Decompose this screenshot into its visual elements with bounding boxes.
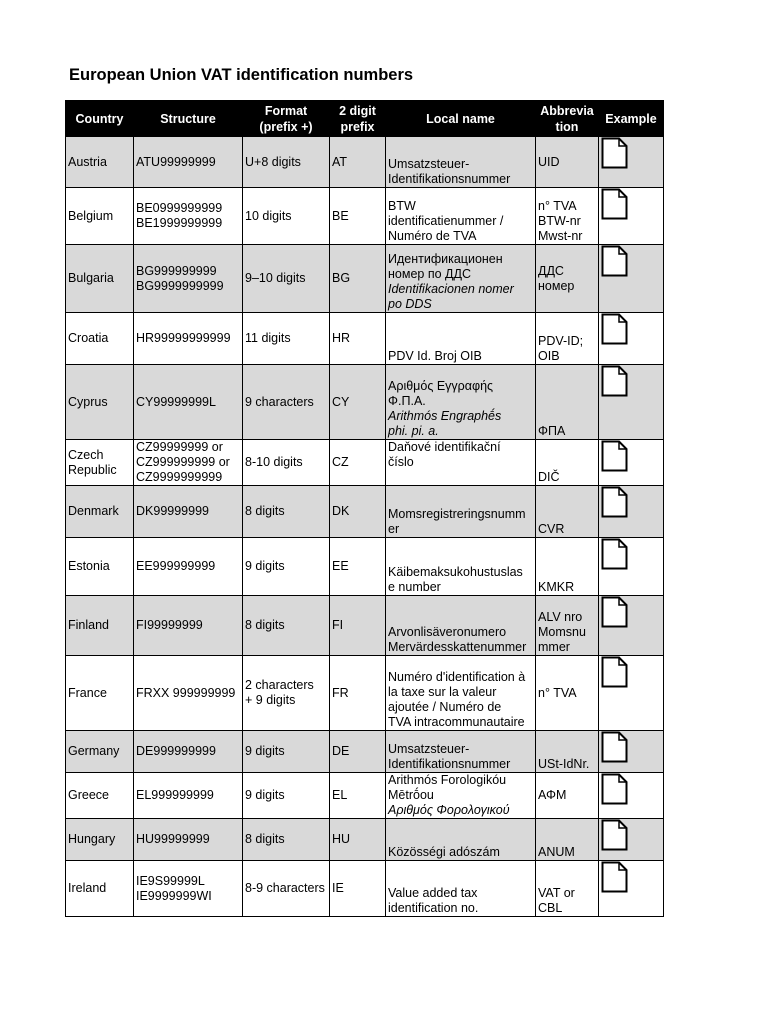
cell-format: 8 digits xyxy=(243,819,330,861)
cell-structure: FRXX 999999999 xyxy=(134,656,243,731)
cell-local-name xyxy=(386,773,536,819)
cell-abbreviation: ΑΦΜ xyxy=(536,773,599,819)
header-prefix: 2 digit prefix xyxy=(330,101,386,137)
cell-abbreviation: ΦΠΑ xyxy=(536,365,599,440)
local-name-text: Αριθμός Εγγραφής Φ.Π.Α. xyxy=(388,379,494,408)
header-country: Country xyxy=(66,101,134,137)
page-title: European Union VAT identification numbers xyxy=(69,66,414,84)
cell-structure: ATU99999999 xyxy=(134,137,243,188)
cell-prefix: EL xyxy=(330,773,386,819)
local-name-text: Value added tax identification no. xyxy=(388,886,479,915)
cell-example[interactable] xyxy=(599,819,664,861)
cell-structure: CZ99999999 or CZ999999999 or CZ9999999999 xyxy=(134,440,243,486)
document-icon[interactable] xyxy=(601,245,661,277)
cell-prefix: DK xyxy=(330,486,386,538)
cell-country: Czech Republic xyxy=(66,440,134,486)
cell-example[interactable] xyxy=(599,538,664,596)
table-row xyxy=(66,188,664,245)
document-icon[interactable] xyxy=(601,188,661,220)
cell-country: Bulgaria xyxy=(66,245,134,313)
cell-format: 9 digits xyxy=(243,731,330,773)
local-name-text: Numéro d'identification à la taxe sur la valeur ajoutée / Numéro de TVA intracommunautaire xyxy=(388,670,526,729)
cell-country: Hungary xyxy=(66,819,134,861)
cell-prefix: CZ xyxy=(330,440,386,486)
cell-country: Greece xyxy=(66,773,134,819)
cell-prefix: AT xyxy=(330,137,386,188)
header-format: Format (prefix +) xyxy=(243,101,330,137)
local-name-transliteration: Arithmós Engraphḗs phi. pi. a. xyxy=(388,409,502,438)
cell-structure: HR99999999999 xyxy=(134,313,243,365)
cell-prefix: CY xyxy=(330,365,386,440)
table-row xyxy=(66,861,664,917)
cell-example[interactable] xyxy=(599,773,664,819)
cell-abbreviation: VAT or CBL xyxy=(536,861,599,917)
cell-format: 9 characters xyxy=(243,365,330,440)
cell-prefix: DE xyxy=(330,731,386,773)
document-icon[interactable] xyxy=(601,440,661,472)
document-icon[interactable] xyxy=(601,313,661,345)
cell-country: Croatia xyxy=(66,313,134,365)
cell-structure: BE0999999999 BE1999999999 xyxy=(134,188,243,245)
header-example: Example xyxy=(599,101,664,137)
table-row xyxy=(66,731,664,773)
cell-prefix: FI xyxy=(330,596,386,656)
cell-local-name xyxy=(386,486,536,538)
document-icon[interactable] xyxy=(601,819,661,851)
cell-example[interactable] xyxy=(599,245,664,313)
cell-structure: EE999999999 xyxy=(134,538,243,596)
cell-abbreviation: USt-IdNr. xyxy=(536,731,599,773)
cell-local-name xyxy=(386,538,536,596)
cell-format: 8-9 characters xyxy=(243,861,330,917)
cell-example[interactable] xyxy=(599,861,664,917)
table-row xyxy=(66,596,664,656)
cell-structure: DK99999999 xyxy=(134,486,243,538)
vat-table xyxy=(65,100,664,917)
document-icon[interactable] xyxy=(601,731,661,763)
local-name-text: Arvonlisäveronumero Mervärdesskattenummer xyxy=(388,625,527,654)
table-row xyxy=(66,773,664,819)
cell-local-name xyxy=(386,440,536,486)
cell-example[interactable] xyxy=(599,313,664,365)
local-name-transliteration: Αριθμός Φορολογικού xyxy=(388,803,510,817)
cell-format: 11 digits xyxy=(243,313,330,365)
cell-format: 9 digits xyxy=(243,773,330,819)
cell-format: 2 characters + 9 digits xyxy=(243,656,330,731)
document-icon[interactable] xyxy=(601,656,661,688)
cell-country: Belgium xyxy=(66,188,134,245)
cell-prefix: EE xyxy=(330,538,386,596)
cell-abbreviation: UID xyxy=(536,137,599,188)
cell-format: 9–10 digits xyxy=(243,245,330,313)
local-name-text: BTW identificatienummer / Numéro de TVA xyxy=(388,199,504,243)
cell-prefix: BG xyxy=(330,245,386,313)
cell-prefix: BE xyxy=(330,188,386,245)
local-name-text: Daňové identifikační číslo xyxy=(388,440,501,469)
cell-format: 10 digits xyxy=(243,188,330,245)
cell-local-name xyxy=(386,731,536,773)
cell-prefix: HU xyxy=(330,819,386,861)
cell-structure: EL999999999 xyxy=(134,773,243,819)
local-name-transliteration: Identifikacionen nomer po DDS xyxy=(388,282,514,311)
cell-country: Estonia xyxy=(66,538,134,596)
cell-example[interactable] xyxy=(599,656,664,731)
cell-structure: DE999999999 xyxy=(134,731,243,773)
local-name-text: Közösségi adószám xyxy=(388,845,500,859)
cell-format: 9 digits xyxy=(243,538,330,596)
local-name-text: Arithmós Forologikóu Mētrṓou xyxy=(388,773,507,802)
local-name-text: Umsatzsteuer- Identifikationsnummer xyxy=(388,742,511,771)
table-row xyxy=(66,538,664,596)
document-icon[interactable] xyxy=(601,596,661,628)
cell-abbreviation: n° TVA xyxy=(536,656,599,731)
cell-example[interactable] xyxy=(599,486,664,538)
cell-example[interactable] xyxy=(599,731,664,773)
cell-abbreviation: ALV nro Momsnu mmer xyxy=(536,596,599,656)
cell-example[interactable] xyxy=(599,137,664,188)
local-name-text: Umsatzsteuer- Identifikationsnummer xyxy=(388,157,511,186)
cell-example[interactable] xyxy=(599,365,664,440)
cell-prefix: IE xyxy=(330,861,386,917)
cell-abbreviation: KMKR xyxy=(536,538,599,596)
document-icon[interactable] xyxy=(601,538,661,570)
table-row xyxy=(66,137,664,188)
header-structure: Structure xyxy=(134,101,243,137)
cell-structure: BG999999999 BG9999999999 xyxy=(134,245,243,313)
cell-local-name xyxy=(386,365,536,440)
cell-abbreviation: DIČ xyxy=(536,440,599,486)
local-name-text: Идентификационен номер по ДДС xyxy=(388,252,503,281)
cell-country: Austria xyxy=(66,137,134,188)
table-row xyxy=(66,365,664,440)
cell-abbreviation: CVR xyxy=(536,486,599,538)
cell-local-name xyxy=(386,656,536,731)
table-row xyxy=(66,313,664,365)
cell-local-name xyxy=(386,861,536,917)
table-row xyxy=(66,486,664,538)
cell-format: 8 digits xyxy=(243,486,330,538)
local-name-text: Momsregistreringsnumm er xyxy=(388,507,526,536)
document-icon[interactable] xyxy=(601,773,661,805)
cell-local-name xyxy=(386,819,536,861)
cell-country: Cyprus xyxy=(66,365,134,440)
cell-structure: CY99999999L xyxy=(134,365,243,440)
cell-abbreviation: n° TVA BTW-nr Mwst-nr xyxy=(536,188,599,245)
table-row xyxy=(66,819,664,861)
document-icon[interactable] xyxy=(601,365,661,397)
document-icon[interactable] xyxy=(601,861,661,893)
cell-abbreviation: ДДС номер xyxy=(536,245,599,313)
table-row xyxy=(66,245,664,313)
cell-abbreviation: PDV-ID; OIB xyxy=(536,313,599,365)
cell-local-name xyxy=(386,245,536,313)
cell-structure: HU99999999 xyxy=(134,819,243,861)
cell-format: 8-10 digits xyxy=(243,440,330,486)
cell-structure: FI99999999 xyxy=(134,596,243,656)
table-row xyxy=(66,656,664,731)
cell-local-name xyxy=(386,596,536,656)
cell-country: Ireland xyxy=(66,861,134,917)
cell-country: France xyxy=(66,656,134,731)
header-abbreviation: Abbrevia tion xyxy=(536,101,599,137)
cell-example[interactable] xyxy=(599,596,664,656)
cell-example[interactable] xyxy=(599,188,664,245)
table-row xyxy=(66,440,664,486)
local-name-text: Käibemaksukohustuslas e number xyxy=(388,565,523,594)
document-icon[interactable] xyxy=(601,137,661,169)
local-name-text: PDV Id. Broj OIB xyxy=(388,349,482,363)
cell-abbreviation: ANUM xyxy=(536,819,599,861)
cell-prefix: HR xyxy=(330,313,386,365)
cell-country: Germany xyxy=(66,731,134,773)
cell-local-name xyxy=(386,313,536,365)
cell-country: Finland xyxy=(66,596,134,656)
cell-structure: IE9S99999L IE9999999WI xyxy=(134,861,243,917)
document-icon[interactable] xyxy=(601,486,661,518)
cell-prefix: FR xyxy=(330,656,386,731)
cell-local-name xyxy=(386,137,536,188)
cell-local-name xyxy=(386,188,536,245)
cell-country: Denmark xyxy=(66,486,134,538)
table-header-row xyxy=(66,101,664,137)
cell-example[interactable] xyxy=(599,440,664,486)
cell-format: U+8 digits xyxy=(243,137,330,188)
header-local-name: Local name xyxy=(386,101,536,137)
cell-format: 8 digits xyxy=(243,596,330,656)
